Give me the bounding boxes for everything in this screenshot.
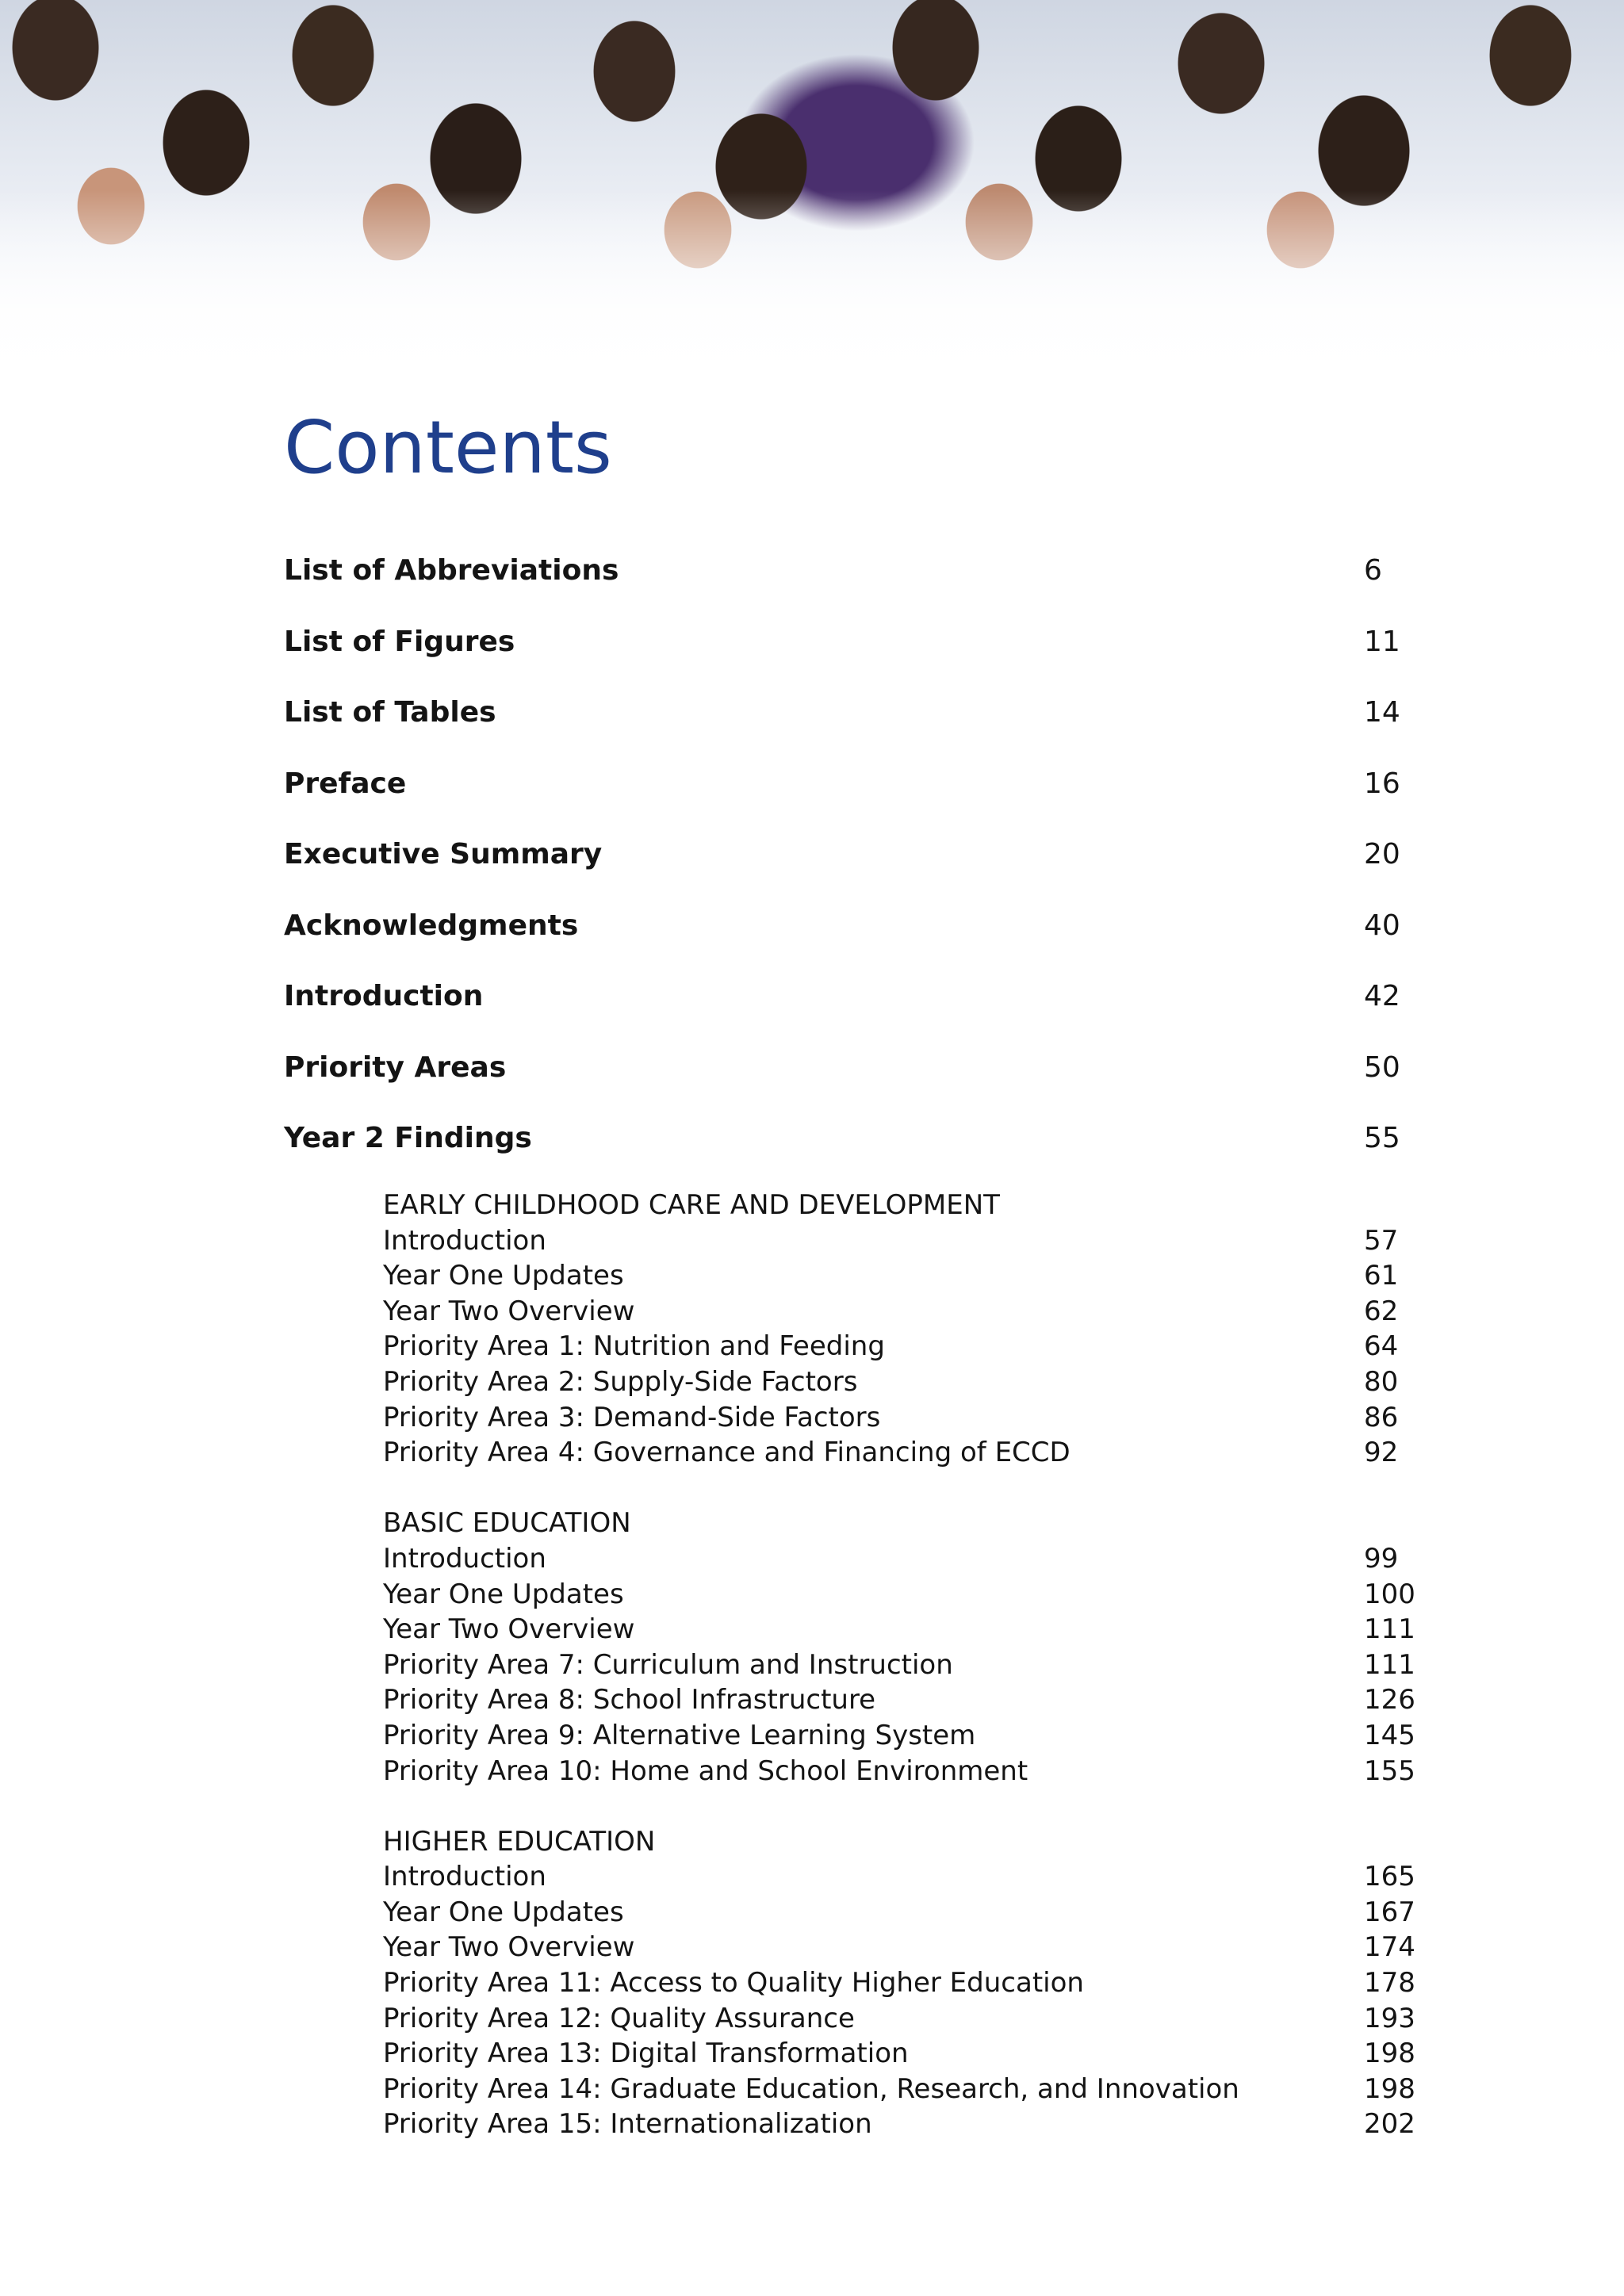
toc-subentry-title: Priority Area 8: School Infrastructure: [383, 1684, 876, 1716]
toc-subentry-page: 92: [1364, 1437, 1399, 1469]
toc-subentry[interactable]: [383, 2107, 1493, 2142]
header-photo-fade: [0, 190, 1624, 396]
toc-subentry-title: Priority Area 11: Access to Quality Higher Education: [383, 1967, 1084, 1999]
toc-subentry-page: 174: [1364, 1931, 1415, 1964]
toc-subentry[interactable]: [383, 2001, 1493, 2037]
toc-subentry[interactable]: [383, 1754, 1493, 1789]
toc-subentry-title: Priority Area 15: Internationalization: [383, 2108, 872, 2141]
toc-subentry-page: 178: [1364, 1967, 1415, 1999]
toc-subentry[interactable]: [383, 1965, 1493, 2001]
toc-subentry-page: 111: [1364, 1648, 1415, 1681]
toc-entry[interactable]: [284, 1115, 1434, 1186]
toc-subentry-page: 193: [1364, 2002, 1415, 2034]
toc-entry[interactable]: [284, 831, 1434, 902]
toc-subentry[interactable]: [383, 1258, 1493, 1294]
toc-subentry-page: 198: [1364, 2072, 1415, 2105]
toc-entry[interactable]: [284, 547, 1434, 618]
toc-subentry-title: Year One Updates: [383, 1896, 624, 1928]
toc-subentry-title: Priority Area 10: Home and School Environment: [383, 1755, 1028, 1787]
toc-entry-page: 16: [1364, 767, 1400, 800]
toc-subentry-title: Year One Updates: [383, 1260, 624, 1292]
section-entry-list: [383, 1541, 1493, 1789]
section-entry-list: [383, 1223, 1493, 1471]
toc-entry[interactable]: [284, 689, 1434, 760]
section-entry-list: [383, 1859, 1493, 2142]
toc-subentry-page: 100: [1364, 1578, 1415, 1610]
toc-subentry[interactable]: [383, 1577, 1493, 1613]
toc-entry-title: List of Figures: [284, 625, 515, 658]
section-heading: BASIC EDUCATION: [383, 1507, 631, 1540]
toc-subentry[interactable]: [383, 1541, 1493, 1577]
toc-entry[interactable]: [284, 760, 1434, 832]
toc-subentry-page: 202: [1364, 2108, 1415, 2141]
toc-entry-page: 11: [1364, 625, 1400, 658]
page-title: Contents: [284, 405, 612, 490]
toc-subentry-title: Introduction: [383, 1224, 546, 1257]
toc-subentry-title: Priority Area 2: Supply-Side Factors: [383, 1365, 858, 1398]
toc-entry-title: Priority Areas: [284, 1050, 507, 1084]
toc-subentry[interactable]: [383, 1223, 1493, 1259]
toc-entry-page: 6: [1364, 554, 1382, 587]
toc-subentry-title: Priority Area 12: Quality Assurance: [383, 2002, 855, 2034]
toc-subentry[interactable]: [383, 1647, 1493, 1683]
toc-subentry[interactable]: [383, 1682, 1493, 1718]
toc-subentry-title: Priority Area 14: Graduate Education, Research, and Innovation: [383, 2072, 1239, 2105]
toc-subentry[interactable]: [383, 2036, 1493, 2072]
toc-section-basic-education: [383, 1506, 1493, 1789]
toc-subentry-page: 80: [1364, 1365, 1399, 1398]
toc-subentry-page: 86: [1364, 1401, 1399, 1433]
toc-entry-page: 50: [1364, 1050, 1400, 1084]
toc-subentry[interactable]: [383, 1612, 1493, 1647]
toc-entry[interactable]: [284, 902, 1434, 974]
toc-entry[interactable]: [284, 618, 1434, 690]
toc-subentry-title: Year One Updates: [383, 1578, 624, 1610]
toc-entry-title: List of Abbreviations: [284, 554, 619, 587]
toc-entry-page: 14: [1364, 696, 1400, 729]
toc-subentry[interactable]: [383, 1930, 1493, 1965]
toc-subentry-title: Year Two Overview: [383, 1931, 635, 1964]
toc-subentry-page: 99: [1364, 1542, 1399, 1575]
toc-subentry-page: 145: [1364, 1719, 1415, 1751]
toc-entry[interactable]: [284, 973, 1434, 1044]
toc-subentry-page: 61: [1364, 1260, 1399, 1292]
toc-subentry[interactable]: [383, 1329, 1493, 1364]
toc-subentry[interactable]: [383, 2072, 1493, 2107]
toc-subentry-title: Year Two Overview: [383, 1613, 635, 1646]
toc-entry-title: Executive Summary: [284, 838, 603, 871]
toc-subentry[interactable]: [383, 1400, 1493, 1436]
toc-subentry-page: 126: [1364, 1684, 1415, 1716]
toc-entry-title: Acknowledgments: [284, 909, 579, 942]
toc-entry-title: Preface: [284, 767, 407, 800]
toc-subentry-page: 64: [1364, 1330, 1399, 1363]
toc-subentry-title: Priority Area 1: Nutrition and Feeding: [383, 1330, 885, 1363]
toc-entry-page: 40: [1364, 909, 1400, 942]
toc-subentry-page: 167: [1364, 1896, 1415, 1928]
toc-subentry-title: Priority Area 13: Digital Transformation: [383, 2038, 909, 2070]
toc-entry-title: Year 2 Findings: [284, 1122, 532, 1154]
toc-entry-page: 42: [1364, 980, 1400, 1012]
toc-section-higher-education: [383, 1824, 1493, 2142]
toc-subentry-title: Priority Area 9: Alternative Learning System: [383, 1719, 976, 1751]
toc-entry-title: List of Tables: [284, 696, 496, 729]
section-heading: EARLY CHILDHOOD CARE AND DEVELOPMENT: [383, 1189, 1000, 1221]
toc-subentry-page: 165: [1364, 1861, 1415, 1893]
toc-subentry-title: Introduction: [383, 1861, 546, 1893]
toc-sections: [383, 1188, 1493, 2178]
toc-subentry[interactable]: [383, 1895, 1493, 1931]
toc-entry-title: Introduction: [284, 980, 484, 1012]
header-photo: [0, 0, 1624, 396]
toc-subentry-page: 62: [1364, 1295, 1399, 1327]
toc-subentry-title: Introduction: [383, 1542, 546, 1575]
toc-subentry[interactable]: [383, 1435, 1493, 1471]
toc-entry-page: 55: [1364, 1122, 1400, 1154]
toc-subentry-page: 111: [1364, 1613, 1415, 1646]
toc-subentry-title: Priority Area 4: Governance and Financing of ECCD: [383, 1437, 1071, 1469]
toc-entry[interactable]: [284, 1044, 1434, 1115]
toc-entry-page: 20: [1364, 838, 1400, 871]
toc-main-list: [284, 547, 1434, 1186]
toc-subentry-page: 198: [1364, 2038, 1415, 2070]
toc-subentry-page: 57: [1364, 1224, 1399, 1257]
toc-section-eccd: [383, 1188, 1493, 1471]
toc-subentry-title: Priority Area 3: Demand-Side Factors: [383, 1401, 881, 1433]
toc-subentry[interactable]: [383, 1859, 1493, 1895]
toc-subentry[interactable]: [383, 1718, 1493, 1754]
toc-subentry-title: Priority Area 7: Curriculum and Instruction: [383, 1648, 953, 1681]
section-heading: HIGHER EDUCATION: [383, 1825, 656, 1858]
toc-subentry[interactable]: [383, 1294, 1493, 1330]
toc-subentry-page: 155: [1364, 1755, 1415, 1787]
toc-subentry-title: Year Two Overview: [383, 1295, 635, 1327]
toc-subentry[interactable]: [383, 1364, 1493, 1400]
